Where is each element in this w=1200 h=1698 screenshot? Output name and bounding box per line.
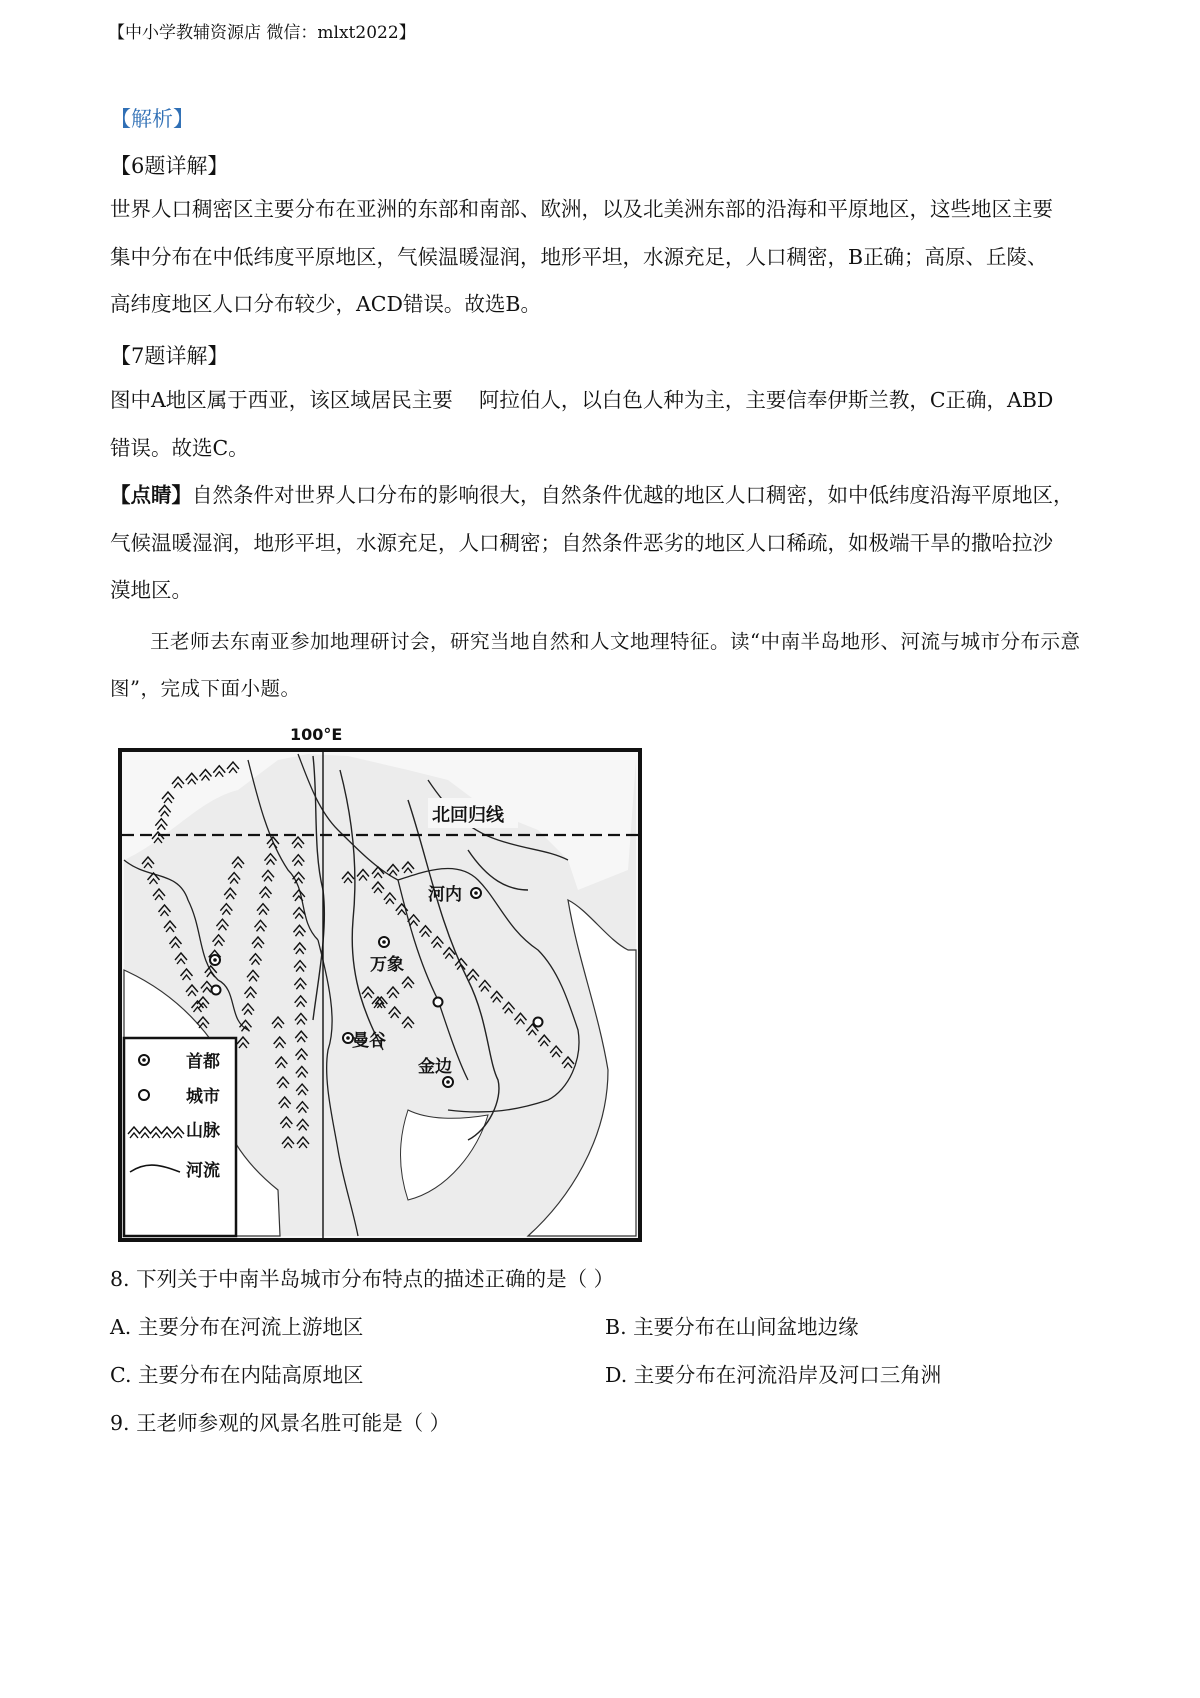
q6-line-1: 世界人口稠密区主要分布在亚洲的东部和南部、欧洲，以及北美洲东部的沿海和平原地区，这些地区主要 xyxy=(110,197,1053,221)
legend-river-label: 河流 xyxy=(186,1161,220,1181)
q6-heading: 【6题详解】 xyxy=(110,154,229,178)
city-marker-1 xyxy=(434,998,443,1007)
dianjing-line-2: 气候温暖湿润，地形平坦，水源充足，人口稠密；自然条件恶劣的地区人口稀疏，如极端干旱的撒哈拉沙 xyxy=(110,530,1053,555)
city-bangkok-dot xyxy=(346,1036,350,1040)
q8-option-d[interactable]: D. 主要分布在河流沿岸及河口三角洲 xyxy=(605,1363,942,1387)
q6-line-2: 集中分布在中低纬度平原地区，气候温暖湿润，地形平坦，水源充足，人口稠密，B正确；高原、丘陵、 xyxy=(110,244,1048,269)
city-marker-2 xyxy=(534,1018,543,1027)
city-phnompenh-dot xyxy=(446,1080,450,1084)
q7-explanation xyxy=(110,377,1100,472)
indochina-map xyxy=(108,720,648,1245)
legend-city-symbol xyxy=(139,1090,149,1100)
city-hanoi-label: 河内 xyxy=(428,885,462,905)
meridian-label: 100°E xyxy=(290,725,343,744)
question-intro xyxy=(110,618,1100,712)
q7-line-2: 错误。故选C。 xyxy=(110,435,249,460)
tropic-label: 北回归线 xyxy=(432,805,504,826)
source-header: 【中小学教辅资源店 微信：mlxt2022】 xyxy=(108,23,416,43)
city-vientiane-label: 万象 xyxy=(370,955,404,975)
q7-line-1: 图中A地区属于西亚，该区域居民主要 阿拉伯人，以白色人种为主，主要信奉伊斯兰教，C正确，ABD xyxy=(110,388,1054,412)
q6-explanation xyxy=(110,186,1100,329)
city-naypyidaw-dot xyxy=(213,958,217,962)
dianjing-tag: 【点睛】 xyxy=(110,483,192,507)
city-bangkok-label: 曼谷 xyxy=(352,1031,386,1051)
city-yangon-marker xyxy=(212,986,221,995)
dianjing-line-3: 漠地区。 xyxy=(110,578,192,602)
q7-heading: 【7题详解】 xyxy=(110,344,229,368)
dianjing-block xyxy=(110,472,1100,615)
legend-city-label: 城市 xyxy=(186,1087,220,1107)
analysis-tag: 【解析】 xyxy=(110,107,194,131)
q6-line-3: 高纬度地区人口分布较少，ACD错误。故选B。 xyxy=(110,292,541,316)
legend-mountain-label: 山脉 xyxy=(186,1121,220,1141)
intro-text: 王老师去东南亚参加地理研讨会，研究当地自然和人文地理特征。读“中南半岛地形、河流与城市分布示意图”，完成下面小题。 xyxy=(110,630,1081,700)
city-hanoi-dot xyxy=(474,891,478,895)
map-legend xyxy=(124,1038,236,1236)
question-8-stem: 8. 下列关于中南半岛城市分布特点的描述正确的是（ ） xyxy=(110,1267,615,1291)
q8-option-a[interactable]: A. 主要分布在河流上游地区 xyxy=(110,1315,364,1339)
city-vientiane-dot xyxy=(382,940,386,944)
city-phnompenh-label: 金边 xyxy=(418,1057,452,1077)
legend-capital-label: 首都 xyxy=(186,1052,220,1072)
dianjing-line-1: 自然条件对世界人口分布的影响很大，自然条件优越的地区人口稠密，如中低纬度沿海平原地区， xyxy=(192,483,1074,507)
q8-option-b[interactable]: B. 主要分布在山间盆地边缘 xyxy=(605,1315,859,1339)
q8-option-c[interactable]: C. 主要分布在内陆高原地区 xyxy=(110,1363,364,1387)
question-9-stem: 9. 王老师参观的风景名胜可能是（ ） xyxy=(110,1411,451,1435)
